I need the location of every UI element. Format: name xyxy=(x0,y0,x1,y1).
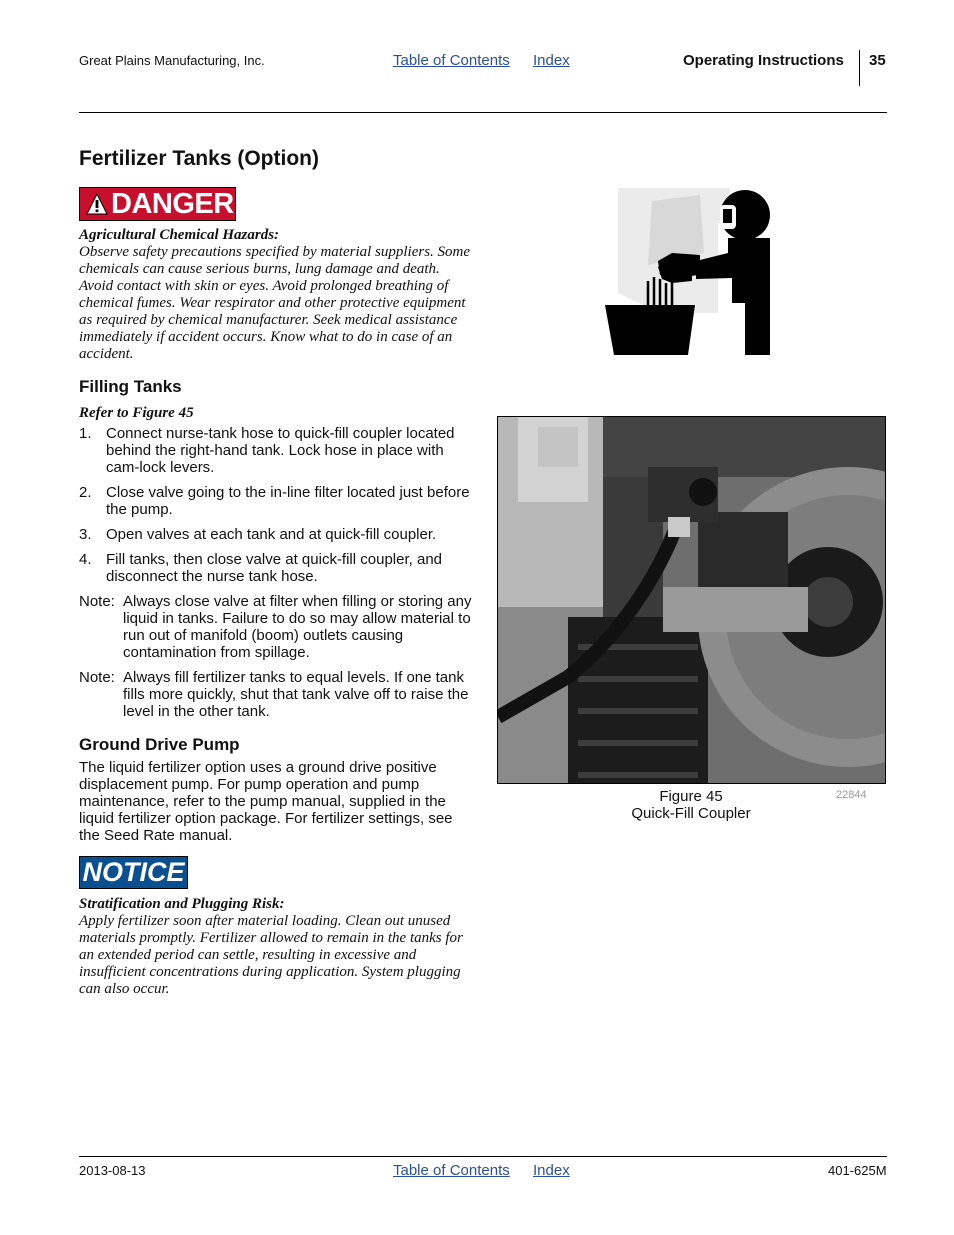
figure-photo xyxy=(497,416,886,784)
danger-label-text: DANGER xyxy=(111,187,234,220)
step-text: Fill tanks, then close valve at quick-fill coupler, and disconnect the nurse tank hose. xyxy=(106,551,442,585)
notice-label-text: NOTICE xyxy=(82,857,185,887)
note-label: Note: xyxy=(79,669,115,686)
chemical-hazard-pictogram xyxy=(600,183,775,358)
figure-caption xyxy=(600,788,782,822)
hazard-text: Observe safety precautions specified by material suppliers. Some chemicals can cause serious burns, lung damage and death. Avoid contact with skin or eyes. Avoid prolonged breathing of chemical fumes. Wear respirator and other protective equipment as required by chemical manufacturer. Seek medical assistance immediately if accident occurs. Know what to do in case of an accident. xyxy=(79,244,471,362)
document-number: 401-625M xyxy=(828,1163,887,1178)
step-text: Close valve going to the in-line filter located just before the pump. xyxy=(106,484,470,518)
section-name: Operating Instructions xyxy=(683,52,844,69)
notice-text: Apply fertilizer soon after material loading. Clean out unused materials promptly. Fertilizer allowed to remain in the tanks for an extended period can settle, resulting in excessive and insufficient concentrations during application. System plugging can also occur. xyxy=(79,913,463,997)
note-text: Always close valve at filter when filling or storing any liquid in tanks. Failure to do so may allow material to run out of manifold (boom) outlets causing contamination from spillage. xyxy=(123,593,472,661)
company-name: Great Plains Manufacturing, Inc. xyxy=(79,53,265,68)
list-item xyxy=(79,526,474,543)
note xyxy=(79,669,474,720)
step-text: Open valves at each tank and at quick-fill coupler. xyxy=(106,526,437,543)
page-number: 35 xyxy=(869,52,886,69)
footer-index-link[interactable]: Index xyxy=(533,1162,570,1179)
note-label: Note: xyxy=(79,593,115,610)
header-divider xyxy=(859,50,860,86)
footer-rule xyxy=(79,1156,887,1157)
section-title: Fertilizer Tanks (Option) xyxy=(79,147,319,170)
publication-date: 2013-08-13 xyxy=(79,1163,146,1178)
step-number: 4. xyxy=(79,551,92,568)
header-toc-link[interactable]: Table of Contents xyxy=(393,52,510,69)
header-rule xyxy=(79,112,887,113)
step-text: Connect nurse-tank hose to quick-fill coupler located behind the right-hand tank. Lock hose in place with cam-lock levers. xyxy=(106,425,455,476)
step-number: 1. xyxy=(79,425,92,442)
hazard-title: Agricultural Chemical Hazards: xyxy=(79,227,280,243)
figure-reference: Refer to Figure 45 xyxy=(79,405,194,421)
figure-title: Quick-Fill Coupler xyxy=(631,805,751,822)
filling-tanks-heading: Filling Tanks xyxy=(79,377,182,396)
step-number: 3. xyxy=(79,526,92,543)
quick-fill-coupler-photo xyxy=(498,417,886,784)
step-number: 2. xyxy=(79,484,92,501)
pump-paragraph: The liquid fertilizer option uses a ground drive positive displacement pump. For pump operation and pump maintenance, refer to the pump manual, supplied in the liquid fertilizer option package. For fertilizer settings, see the Seed Rate manual. xyxy=(79,759,453,844)
list-item xyxy=(79,551,474,585)
list-item xyxy=(79,425,474,476)
header-index-link[interactable]: Index xyxy=(533,52,570,69)
ground-drive-pump-heading: Ground Drive Pump xyxy=(79,735,240,754)
notice-label xyxy=(79,856,188,889)
list-item xyxy=(79,484,474,518)
image-number: 22844 xyxy=(836,789,867,801)
figure-number: Figure 45 xyxy=(659,788,723,805)
footer-toc-link[interactable]: Table of Contents xyxy=(393,1162,510,1179)
note-text: Always fill fertilizer tanks to equal levels. If one tank fills more quickly, shut that tank valve off to raise the level in the other tank. xyxy=(123,669,469,720)
notice-title: Stratification and Plugging Risk: xyxy=(79,896,285,912)
note xyxy=(79,593,474,661)
danger-label xyxy=(79,187,236,221)
warning-triangle-icon xyxy=(86,193,108,215)
